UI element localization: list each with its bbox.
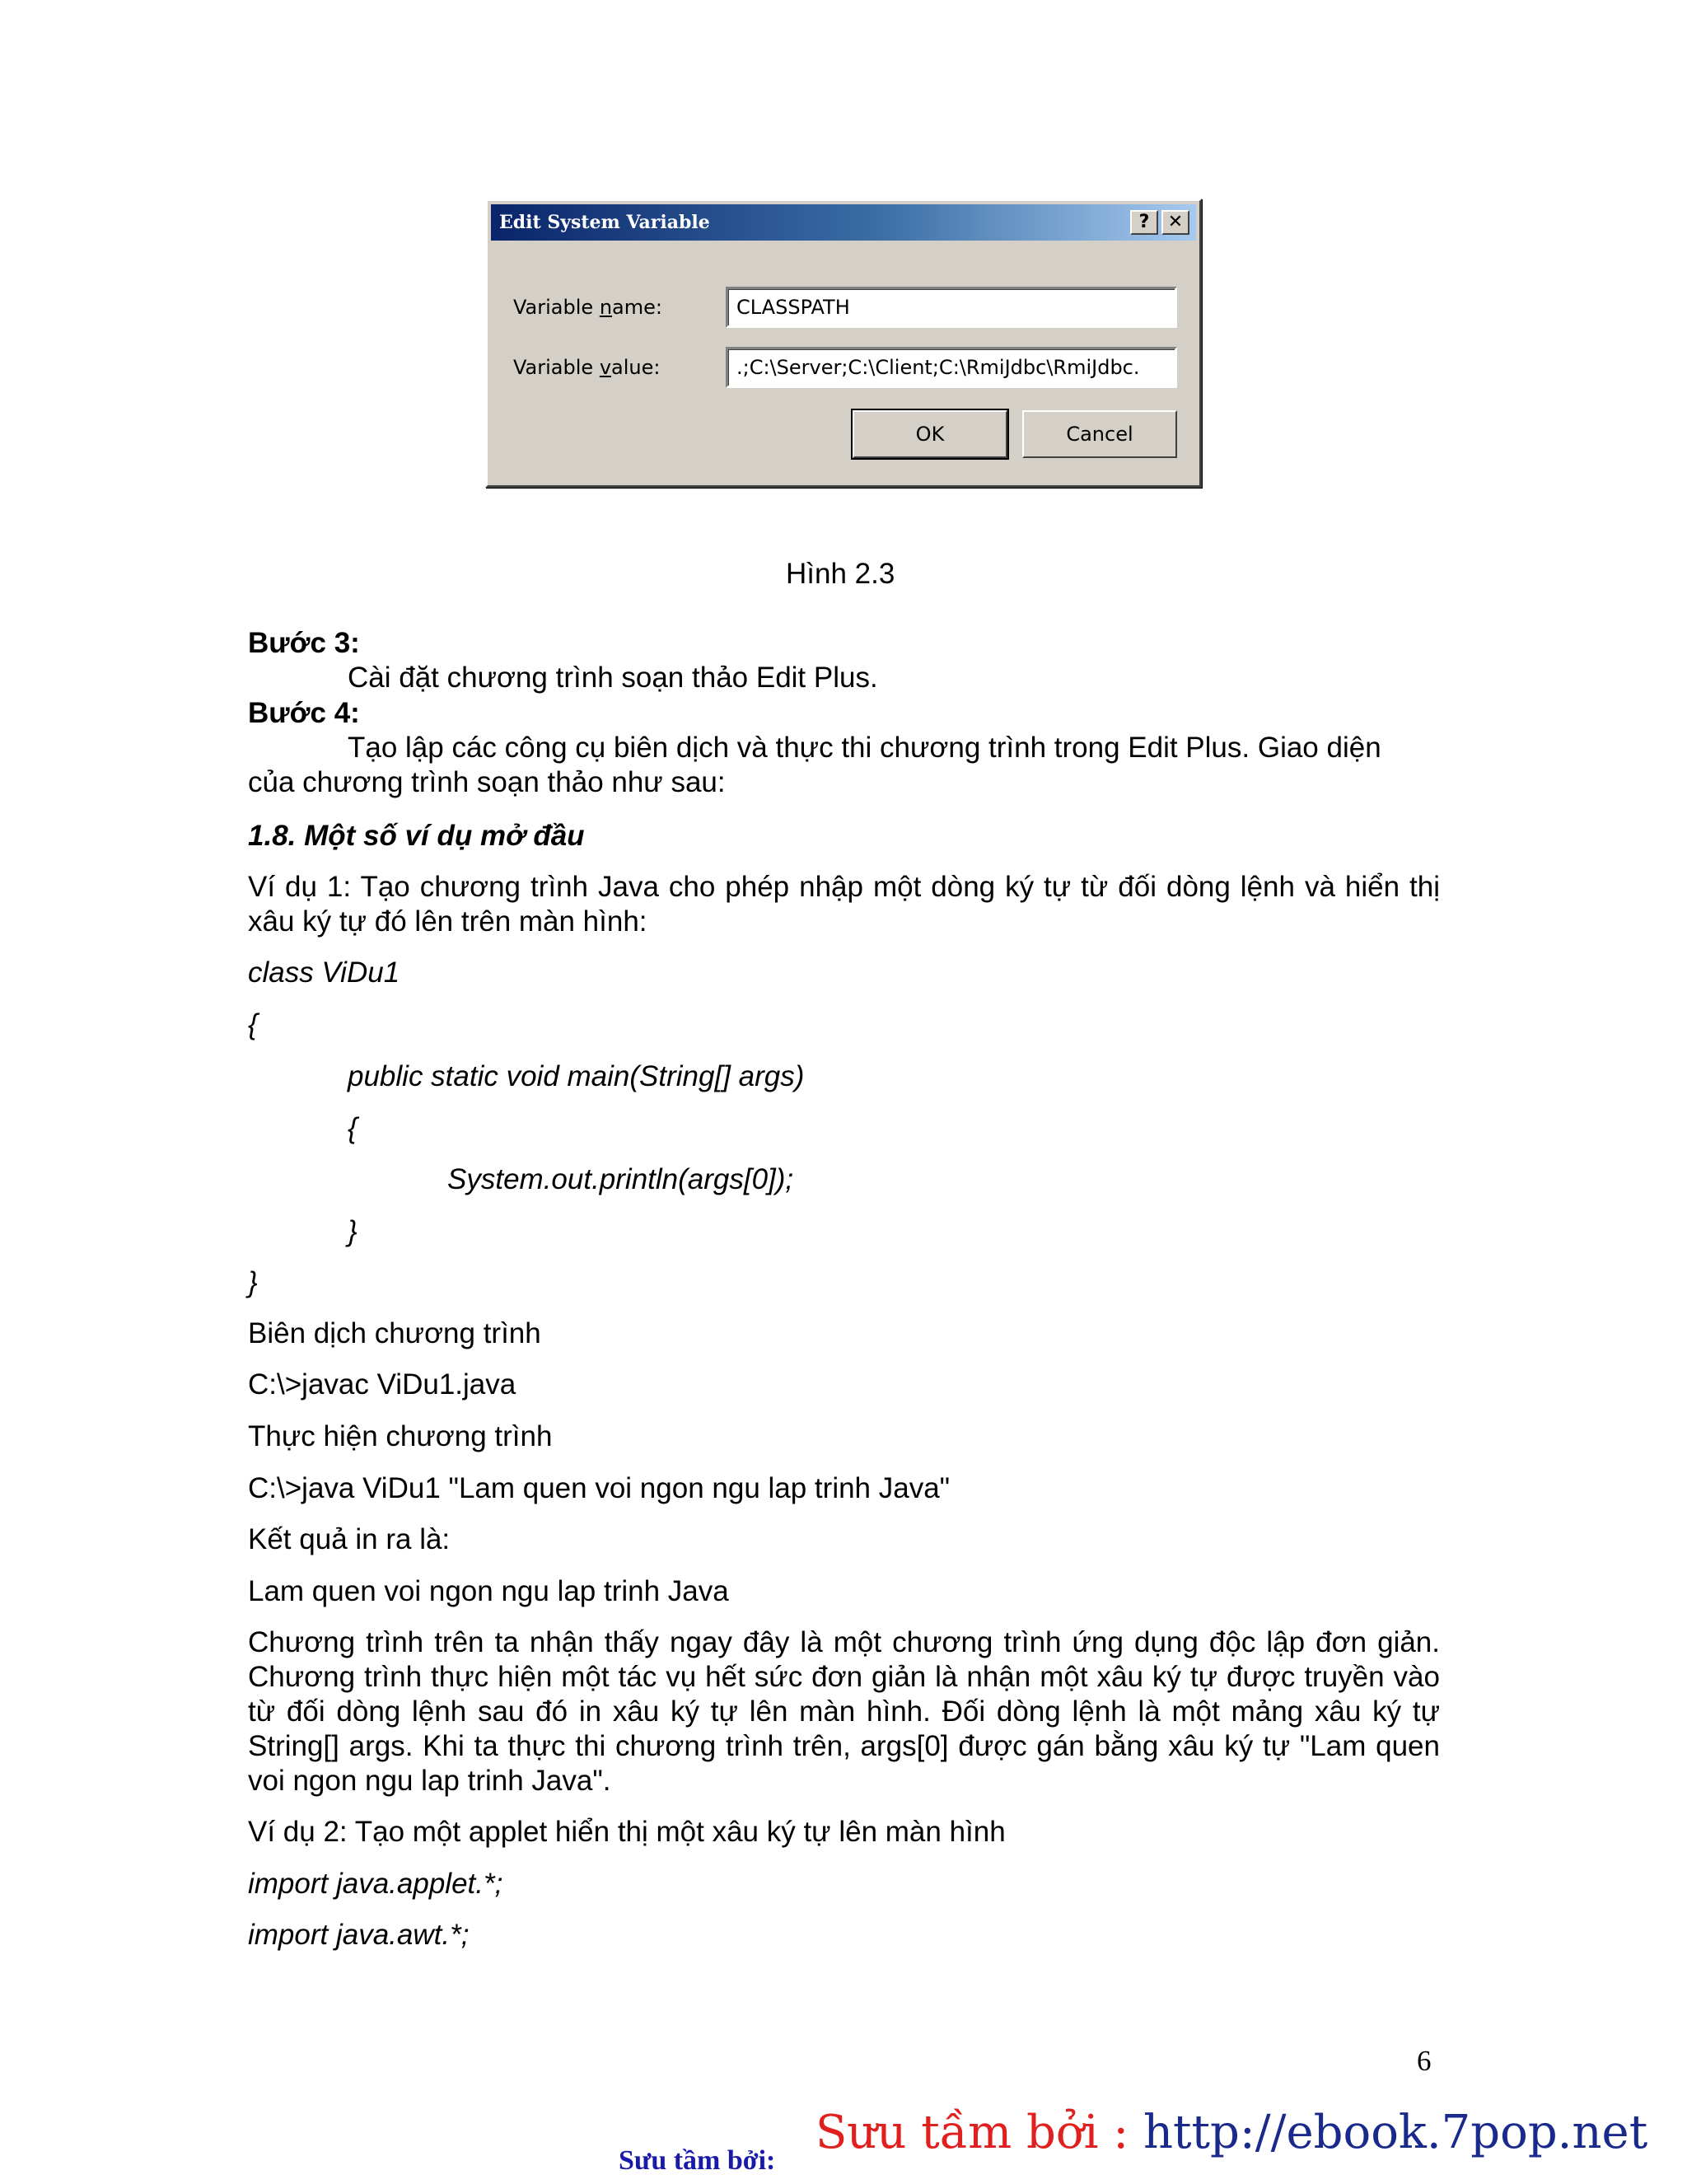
explanation-paragraph: Chương trình trên ta nhận thấy ngay đây là một chương trình ứng dụng độc lập đơn giản. Chương trình thực hiện một tác vụ hết sức đơn giản là nhận một xâu ký tự được truyền vào từ đối dòng lệnh sau đó in xâu ký tự lên màn hình. Đối dòng lệnh là một mảng xâu ký tự String[] args. Khi ta thực thi chương trình trên, args[0] được gán bằng xâu ký tự "Lam quen voi ngon ngu lap trinh Java". bbox=[248, 1626, 1440, 1797]
code-line: } bbox=[348, 1215, 357, 1247]
dialog-title: Edit System Variable bbox=[499, 212, 710, 233]
code-line: import java.awt.*; bbox=[248, 1919, 470, 1951]
footer-credit-small: Sưu tầm bởi: bbox=[619, 2145, 776, 2176]
edit-system-variable-dialog bbox=[485, 199, 1202, 488]
step3-text: Cài đặt chương trình soạn thảo Edit Plus. bbox=[348, 662, 878, 694]
example1-intro: Ví dụ 1: Tạo chương trình Java cho phép nhập một dòng ký tự từ đối dòng lệnh và hiển thị xâu ký tự đó lên trên màn hình: bbox=[248, 871, 1440, 938]
figure-caption: Hình 2.3 bbox=[786, 558, 895, 590]
page-number: 6 bbox=[1417, 2045, 1432, 2077]
help-button[interactable]: ? bbox=[1130, 210, 1158, 235]
compile-label: Biên dịch chương trình bbox=[248, 1317, 541, 1349]
run-command: C:\>java ViDu1 "Lam quen voi ngon ngu lap trinh Java" bbox=[248, 1472, 951, 1504]
footer-url-link[interactable]: http://ebook.7pop.net bbox=[1143, 2106, 1648, 2159]
step4-line2: của chương trình soạn thảo như sau: bbox=[248, 766, 726, 798]
code-line: import java.applet.*; bbox=[248, 1868, 503, 1900]
step4-line1: Tạo lập các công cụ biên dịch và thực thi chương trình trong Edit Plus. Giao diện bbox=[348, 732, 1381, 764]
step3-title: Bước 3: bbox=[248, 627, 360, 659]
ok-button[interactable]: OK bbox=[853, 410, 1007, 458]
variable-name-label: Variable name: bbox=[513, 296, 662, 319]
variable-value-input[interactable]: .;C:\Server;C:\Client;C:\RmiJdbc\RmiJdbc. bbox=[726, 347, 1177, 388]
code-line: } bbox=[248, 1266, 258, 1298]
footer-credit-banner bbox=[815, 2106, 1647, 2159]
result-value: Lam quen voi ngon ngu lap trinh Java bbox=[248, 1575, 729, 1607]
code-line: public static void main(String[] args) bbox=[348, 1060, 805, 1092]
code-line: { bbox=[348, 1112, 357, 1144]
cancel-button[interactable]: Cancel bbox=[1022, 410, 1177, 458]
step4-title: Bước 4: bbox=[248, 697, 360, 729]
run-label: Thực hiện chương trình bbox=[248, 1420, 553, 1452]
variable-name-input[interactable]: CLASSPATH bbox=[726, 287, 1177, 328]
section-heading: 1.8. Một số ví dụ mở đầu bbox=[248, 820, 585, 852]
compile-command: C:\>javac ViDu1.java bbox=[248, 1368, 516, 1401]
example2-intro: Ví dụ 2: Tạo một applet hiển thị một xâu ký tự lên màn hình bbox=[248, 1816, 1006, 1848]
footer-credit-prefix: Sưu tầm bởi : bbox=[815, 2106, 1143, 2159]
dialog-titlebar bbox=[491, 204, 1196, 241]
variable-value-label: Variable value: bbox=[513, 356, 661, 379]
code-line: class ViDu1 bbox=[248, 956, 400, 989]
result-label: Kết quả in ra là: bbox=[248, 1523, 451, 1555]
code-line: { bbox=[248, 1008, 258, 1041]
close-button[interactable]: ✕ bbox=[1161, 210, 1189, 235]
code-line: System.out.println(args[0]); bbox=[447, 1163, 794, 1195]
